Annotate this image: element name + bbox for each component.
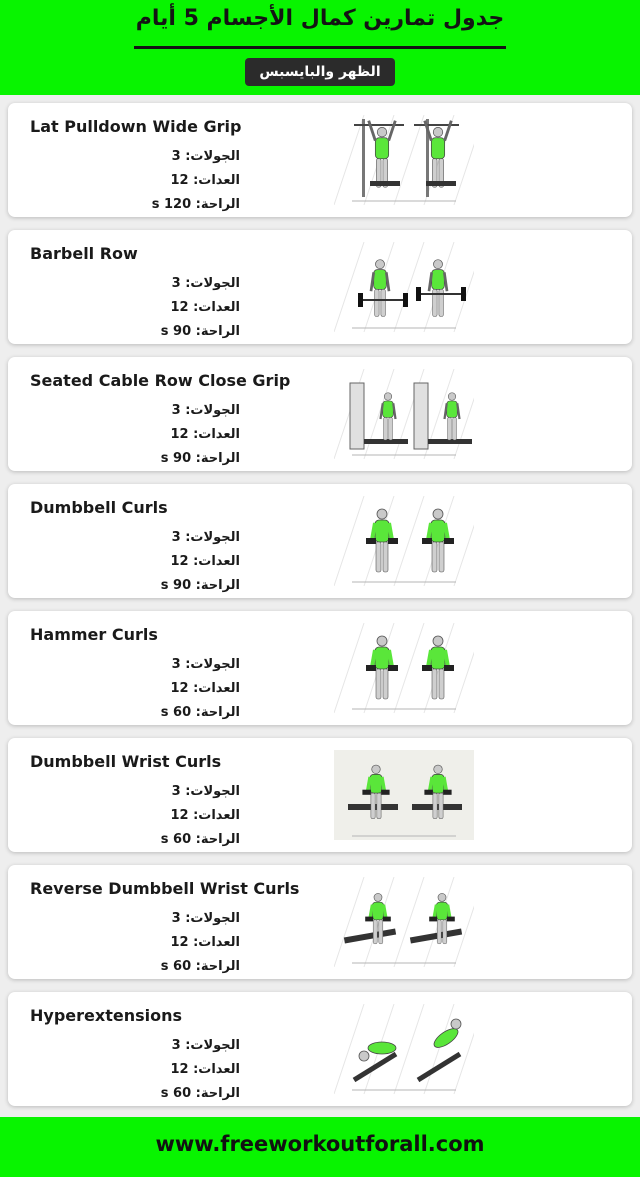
exercise-list [0, 95, 640, 1117]
reps-value: العدات: 12 [170, 808, 240, 823]
exercise-name: Lat Pulldown Wide Grip [30, 117, 242, 136]
rest-value: الراحة: 90 s [160, 578, 240, 593]
reps-value: العدات: 12 [170, 554, 240, 569]
reps-value: العدات: 12 [170, 935, 240, 950]
page-title: جدول تمارين كمال الأجسام 5 أيام [135, 6, 505, 31]
sets-value: الجولات: 3 [171, 657, 240, 672]
exercise-name: Reverse Dumbbell Wrist Curls [30, 879, 300, 898]
exercise-card [8, 484, 632, 598]
exercise-name: Seated Cable Row Close Grip [30, 371, 291, 390]
footer-banner [0, 1117, 640, 1177]
sets-value: الجولات: 3 [171, 530, 240, 545]
wrist-curl-illustration [334, 750, 474, 840]
sets-value: الجولات: 3 [171, 403, 240, 418]
rest-value: الراحة: 120 s [151, 197, 240, 212]
exercise-card [8, 738, 632, 852]
reps-value: العدات: 12 [170, 1062, 240, 1077]
rest-value: الراحة: 60 s [160, 959, 240, 974]
exercise-name: Dumbbell Wrist Curls [30, 752, 222, 771]
exercise-card [8, 992, 632, 1106]
lat-pulldown-illustration [334, 115, 474, 205]
title-underline [134, 46, 506, 49]
sets-value: الجولات: 3 [171, 1038, 240, 1053]
rest-value: الراحة: 90 s [160, 451, 240, 466]
exercise-name: Hammer Curls [30, 625, 158, 644]
sets-value: الجولات: 3 [171, 911, 240, 926]
header-banner [0, 0, 640, 95]
reverse-wrist-curl-illustration [334, 877, 474, 967]
dumbbell-curl-illustration [334, 496, 474, 586]
exercise-name: Dumbbell Curls [30, 498, 168, 517]
exercise-card [8, 103, 632, 217]
website-link[interactable]: www.freeworkoutforall.com [155, 1132, 485, 1156]
rest-value: الراحة: 60 s [160, 705, 240, 720]
reps-value: العدات: 12 [170, 427, 240, 442]
sets-value: الجولات: 3 [171, 149, 240, 164]
reps-value: العدات: 12 [170, 681, 240, 696]
barbell-row-illustration [334, 242, 474, 332]
exercise-card [8, 357, 632, 471]
reps-value: العدات: 12 [170, 173, 240, 188]
exercise-name: Barbell Row [30, 244, 138, 263]
rest-value: الراحة: 90 s [160, 324, 240, 339]
seated-cable-row-illustration [334, 369, 474, 459]
exercise-name: Hyperextensions [30, 1006, 182, 1025]
day-badge: الظهر والبايسبس [245, 58, 395, 86]
rest-value: الراحة: 60 s [160, 832, 240, 847]
rest-value: الراحة: 60 s [160, 1086, 240, 1101]
exercise-card [8, 230, 632, 344]
sets-value: الجولات: 3 [171, 276, 240, 291]
exercise-card [8, 865, 632, 979]
reps-value: العدات: 12 [170, 300, 240, 315]
exercise-card [8, 611, 632, 725]
hyperextension-illustration [334, 1004, 474, 1094]
hammer-curl-illustration [334, 623, 474, 713]
sets-value: الجولات: 3 [171, 784, 240, 799]
